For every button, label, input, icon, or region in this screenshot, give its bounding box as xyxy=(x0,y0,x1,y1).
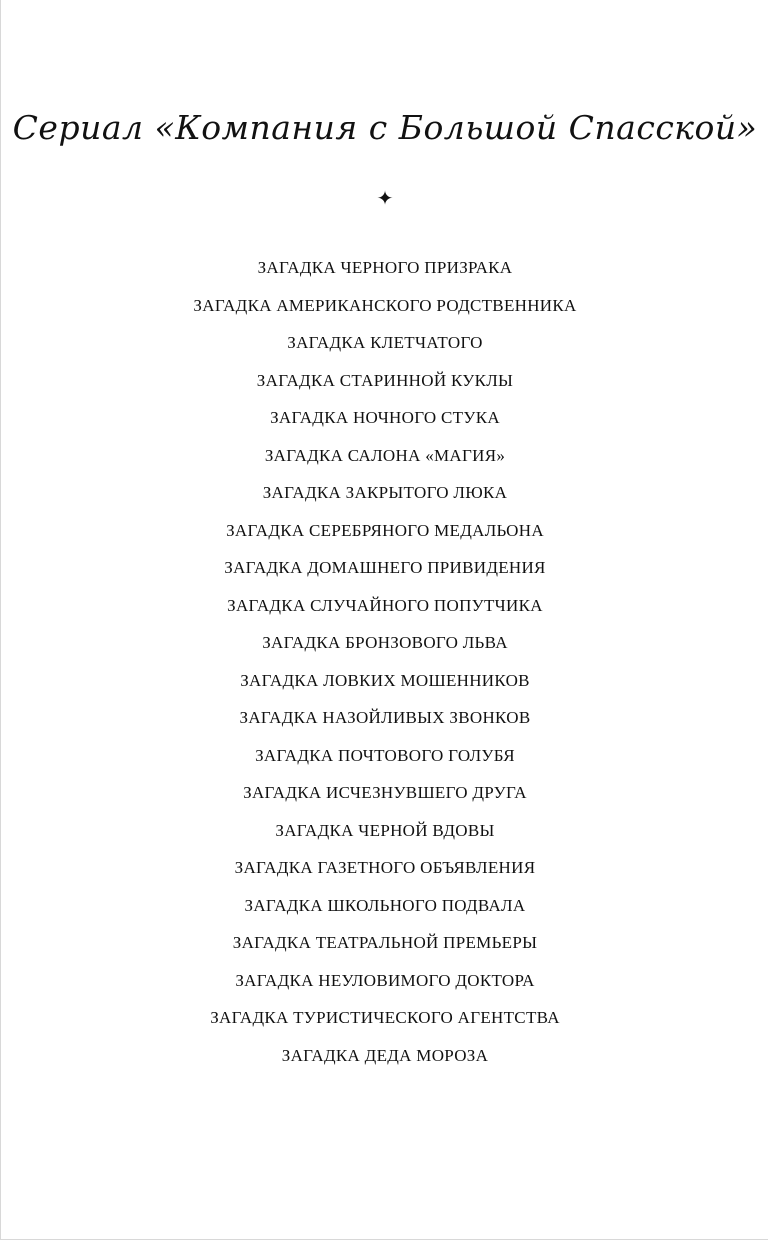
book-title-item: ЗАГАДКА САЛОНА «МАГИЯ» xyxy=(264,445,506,465)
book-title-item: ЗАГАДКА ДЕДА МОРОЗА xyxy=(281,1045,489,1065)
book-title-item: ЗАГАДКА ЛОВКИХ МОШЕННИКОВ xyxy=(240,670,530,690)
book-title-item: ЗАГАДКА СТАРИННОЙ КУКЛЫ xyxy=(256,370,514,390)
book-title-list xyxy=(1,255,768,1080)
book-title-item: ЗАГАДКА ЧЕРНОГО ПРИЗРАКА xyxy=(257,258,513,277)
book-title-item: ЗАГАДКА ГАЗЕТНОГО ОБЪЯВЛЕНИЯ xyxy=(234,858,536,877)
book-title-item: ЗАГАДКА ДОМАШНЕГО ПРИВИДЕНИЯ xyxy=(224,558,546,577)
book-title-item: ЗАГАДКА НЕУЛОВИМОГО ДОКТОРА xyxy=(235,970,535,990)
book-title-item: ЗАГАДКА ШКОЛЬНОГО ПОДВАЛА xyxy=(244,895,526,915)
book-title-item: ЗАГАДКА ИСЧЕЗНУВШЕГО ДРУГА xyxy=(243,783,527,802)
book-title-item: ЗАГАДКА ТЕАТРАЛЬНОЙ ПРЕМЬЕРЫ xyxy=(232,933,538,952)
series-title: Сериал «Компания с Большой Спасской» xyxy=(12,108,758,147)
book-title-item: ЗАГАДКА НАЗОЙЛИВЫХ ЗВОНКОВ xyxy=(239,708,531,727)
star-ornament-icon: ✦ xyxy=(376,188,394,210)
book-title-item: ЗАГАДКА ЗАКРЫТОГО ЛЮКА xyxy=(262,483,508,502)
book-title-item: ЗАГАДКА БРОНЗОВОГО ЛЬВА xyxy=(262,633,508,652)
book-title-item: ЗАГАДКА ТУРИСТИЧЕСКОГО АГЕНТСТВА xyxy=(210,1008,560,1027)
book-title-item: ЗАГАДКА ПОЧТОВОГО ГОЛУБЯ xyxy=(255,745,515,765)
book-title-item: ЗАГАДКА НОЧНОГО СТУКА xyxy=(270,408,500,427)
book-title-item: ЗАГАДКА КЛЕТЧАТОГО xyxy=(287,333,483,352)
book-title-item: ЗАГАДКА ЧЕРНОЙ ВДОВЫ xyxy=(275,820,495,840)
book-title-item: ЗАГАДКА СЕРЕБРЯНОГО МЕДАЛЬОНА xyxy=(226,520,544,540)
book-title-item: ЗАГАДКА СЛУЧАЙНОГО ПОПУТЧИКА xyxy=(227,595,543,615)
book-title-item: ЗАГАДКА АМЕРИКАНСКОГО РОДСТВЕННИКА xyxy=(193,295,577,315)
